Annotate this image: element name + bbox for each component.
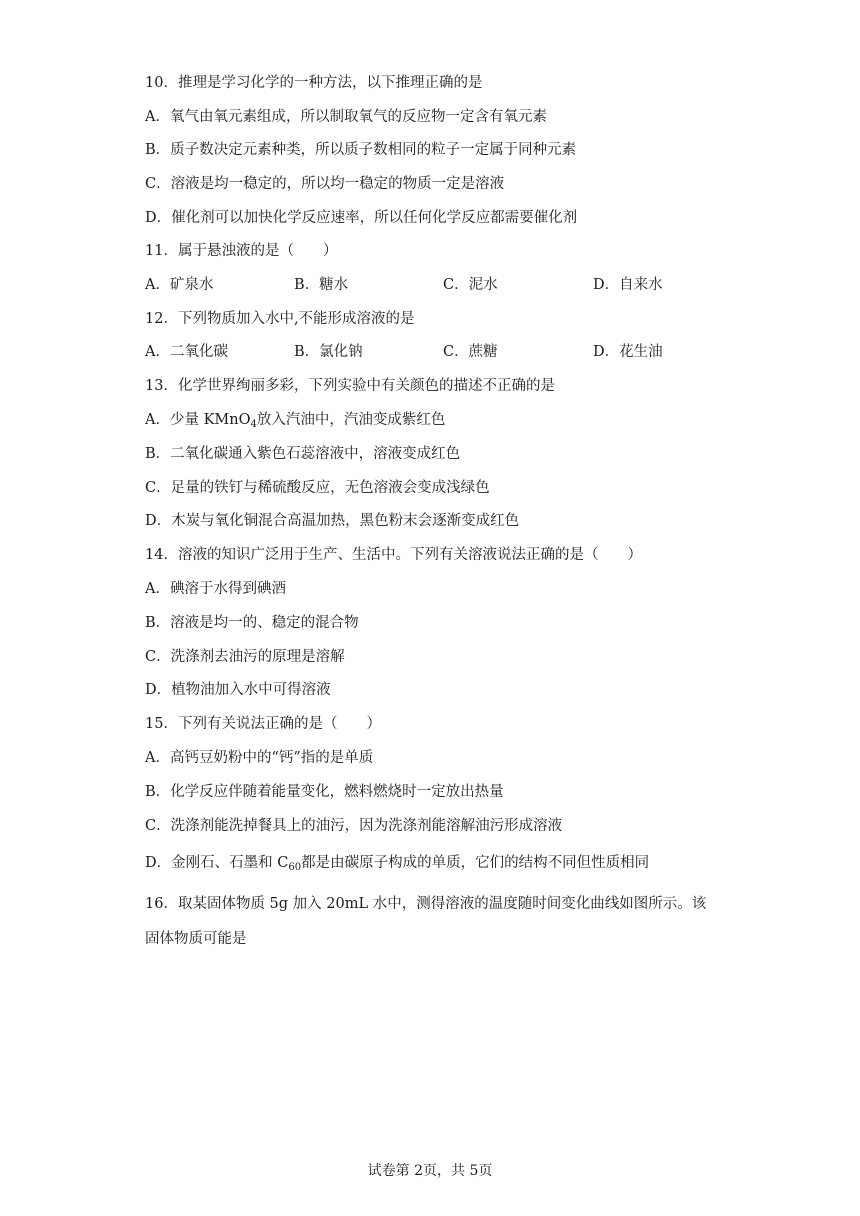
q15-option-d-subscript: 60 <box>288 862 302 873</box>
q13-option-d: D．木炭与氧化铜混合高温加热，黑色粉末会逐渐变成红色 <box>145 513 520 529</box>
q11-option-c: C．泥水 <box>443 277 498 293</box>
q15-option-c: C．洗涤剂能洗掉餐具上的油污，因为洗涤剂能溶解油污形成溶液 <box>145 818 563 834</box>
q10-option-a: A．氧气由氧元素组成，所以制取氧气的反应物一定含有氧元素 <box>145 109 547 125</box>
q10-stem: 10．推理是学习化学的一种方法，以下推理正确的是 <box>145 75 483 91</box>
q14-stem: 14．溶液的知识广泛用于生产、生活中。下列有关溶液说法正确的是（ ） <box>145 547 642 563</box>
q13-option-c: C．足量的铁钉与稀硫酸反应，无色溶液会变成浅绿色 <box>145 480 490 496</box>
q10-option-c: C．溶液是均一稳定的，所以均一稳定的物质一定是溶液 <box>145 176 505 192</box>
q13-option-a <box>145 410 445 435</box>
q11-option-b: B．糖水 <box>294 277 349 293</box>
q12-stem: 12．下列物质加入水中,不能形成溶液的是 <box>145 311 415 327</box>
q13-option-a-post: 放入汽油中，汽油变成紫红色 <box>256 412 446 428</box>
q10-option-b: B．质子数决定元素种类，所以质子数相同的粒子一定属于同种元素 <box>145 142 577 158</box>
q11-option-a: A．矿泉水 <box>145 277 214 293</box>
q11-options <box>145 275 705 295</box>
q13-option-a-subscript: 4 <box>250 419 257 430</box>
q10-option-d: D．催化剂可以加快化学反应速率，所以任何化学反应都需要催化剂 <box>145 210 578 226</box>
q15-option-d-pre: D．金刚石、石墨和 C <box>145 855 289 871</box>
q13-option-b: B．二氧化碳通入紫色石蕊溶液中，溶液变成红色 <box>145 446 461 462</box>
q12-options <box>145 342 705 362</box>
q12-option-a: A．二氧化碳 <box>145 344 228 360</box>
q14-option-b: B．溶液是均一的、稳定的混合物 <box>145 615 359 631</box>
q14-option-d: D．植物油加入水中可得溶液 <box>145 682 331 698</box>
q12-option-c: C．蔗糖 <box>443 344 498 360</box>
q13-option-a-pre: A．少量 KMnO <box>145 412 251 428</box>
q15-option-d-post: 都是由碳原子构成的单质，它们的结构不同但性质相同 <box>301 855 650 871</box>
q15-stem: 15．下列有关说法正确的是（ ） <box>145 716 381 732</box>
q12-option-b: B．氯化钠 <box>294 344 363 360</box>
q15-option-b: B．化学反应伴随着能量变化，燃料燃烧时一定放出热量 <box>145 784 504 800</box>
q14-option-c: C．洗涤剂去油污的原理是溶解 <box>145 649 345 665</box>
page-footer: 试卷第 2页，共 5页 <box>367 1163 493 1179</box>
q11-stem: 11．属于悬浊液的是（ ） <box>145 243 338 259</box>
q15-option-d <box>145 853 649 878</box>
q16-stem-line1: 16．取某固体物质 5g 加入 20mL 水中，测得溶液的温度随时间变化曲线如图所示。该 <box>145 896 707 912</box>
q11-option-d: D．自来水 <box>593 277 663 293</box>
q16-stem-line2: 固体物质可能是 <box>145 931 247 947</box>
q12-option-d: D．花生油 <box>593 344 663 360</box>
q14-option-a: A．碘溶于水得到碘酒 <box>145 581 286 597</box>
q13-stem: 13．化学世界绚丽多彩，下列实验中有关颜色的描述不正确的是 <box>145 378 555 394</box>
q15-option-a: A．高钙豆奶粉中的“钙”指的是单质 <box>145 750 374 766</box>
